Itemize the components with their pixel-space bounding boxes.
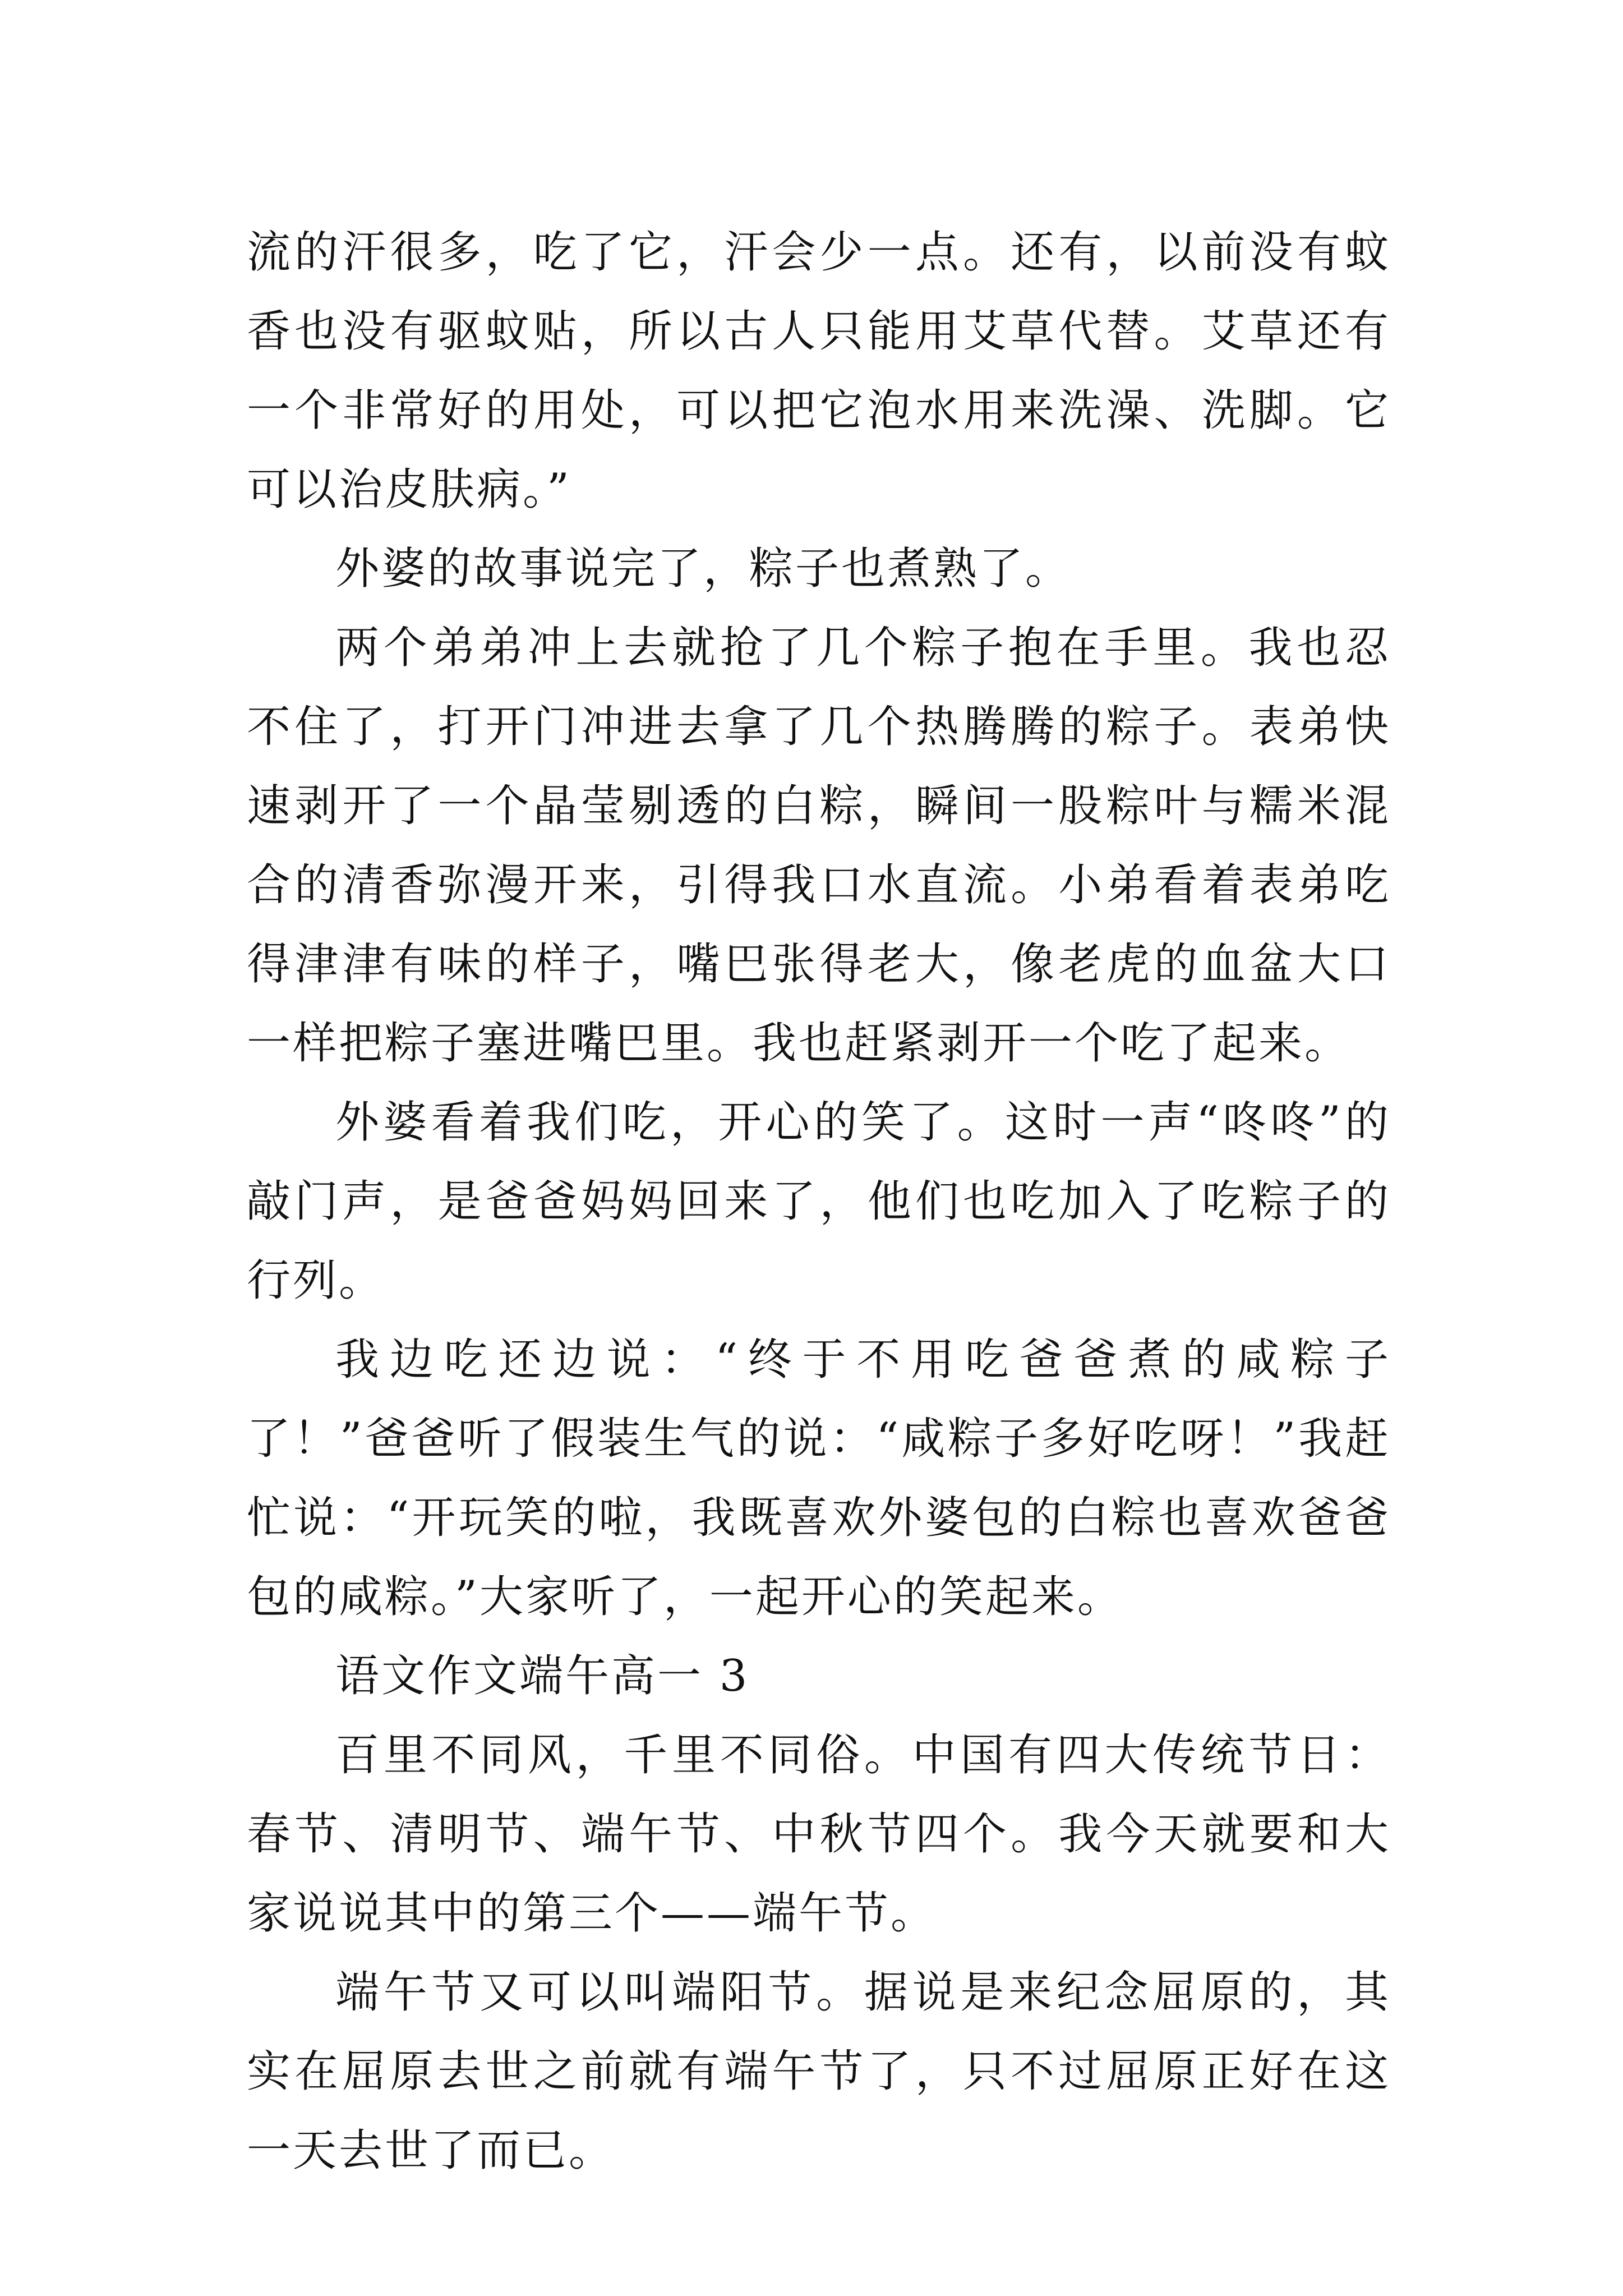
paragraph-duanwu-origin: 端午节又可以叫端阳节。据说是来纪念屈原的，其实在屈原去世之前就有端午节了，只不过屈原正好在这一天去世了而已。: [247, 1967, 1391, 2176]
paragraph-story-ends: 外婆的故事说完了，粽子也煮熟了。: [335, 544, 1072, 594]
paragraph-continuation: 流的汗很多，吃了它，汗会少一点。还有，以前没有蚊香也没有驱蚊贴，所以古人只能用艾草代替。艾草还有一个非常好的用处，可以把它泡水用来洗澡、洗脚。它可以治皮肤病。”: [247, 227, 1391, 515]
document-body: [247, 213, 1391, 2191]
essay-title: 语文作文端午高一 3: [335, 1651, 750, 1701]
paragraph-family-laugh: 我边吃还边说：“终于不用吃爸爸煮的咸粽子了！”爸爸听了假装生气的说：“咸粽子多好吃呀！”我赶忙说：“开玩笑的啦，我既喜欢外婆包的白粽也喜欢爸爸包的咸粽。”大家听了，一起开心的笑起来。: [247, 1335, 1391, 1622]
paragraph-eating-zongzi: 两个弟弟冲上去就抢了几个粽子抱在手里。我也忍不住了，打开门冲进去拿了几个热腾腾的粽子。表弟快速剥开了一个晶莹剔透的白粽，瞬间一股粽叶与糯米混合的清香弥漫开来，引得我口水直流。小弟看着表弟吃得津津有味的样子，嘴巴张得老大，像老虎的血盆大口一样把粽子塞进嘴巴里。我也赶紧剥开一个吃了起来。: [247, 623, 1391, 1069]
paragraph-festivals: 百里不同风，千里不同俗。中国有四大传统节日：春节、清明节、端午节、中秋节四个。我今天就要和大家说说其中的第三个——端午节。: [247, 1730, 1391, 1939]
paragraph-parents-return: 外婆看着我们吃，开心的笑了。这时一声“咚咚”的敲门声，是爸爸妈妈回来了，他们也吃加入了吃粽子的行列。: [247, 1097, 1391, 1306]
